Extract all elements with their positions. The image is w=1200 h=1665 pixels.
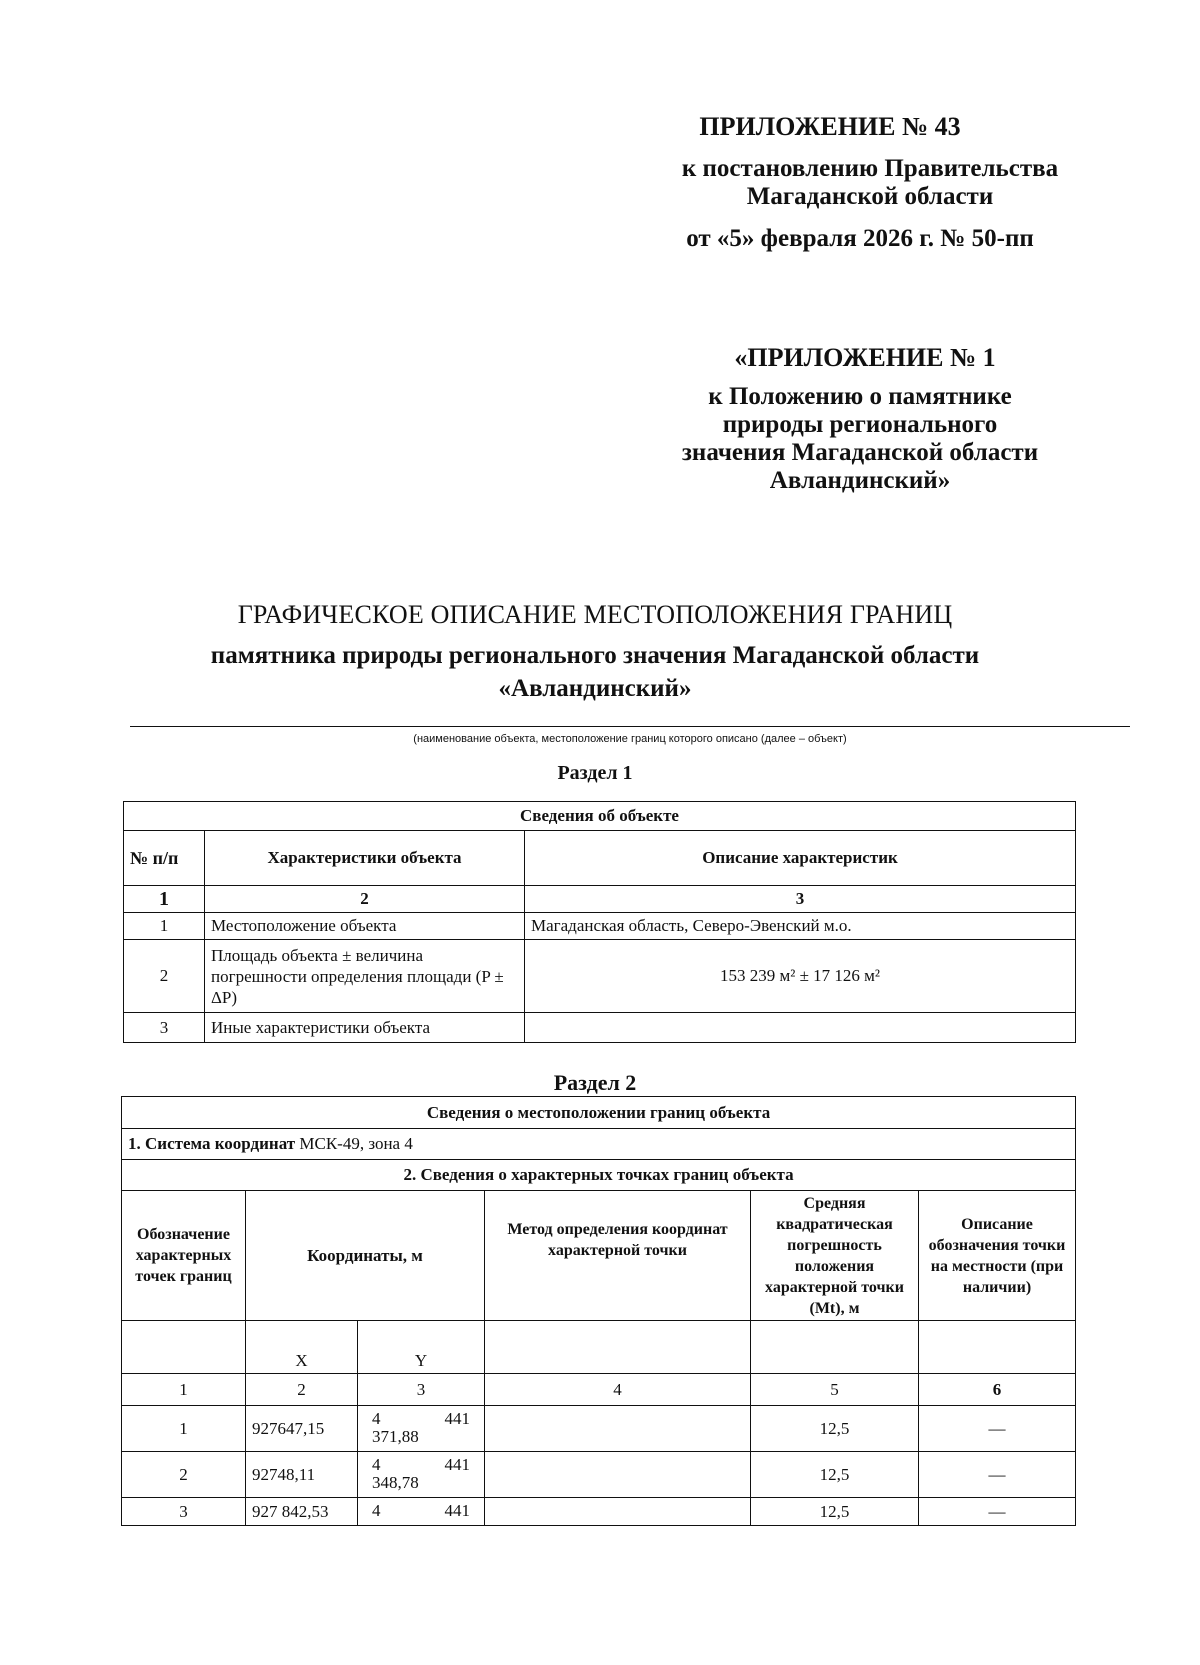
header-x: X [246,1321,358,1374]
point-y-part: 371,88 [372,1427,419,1446]
object-info-table [123,801,1076,1043]
point-y-part: 4 [372,1501,381,1520]
boundary-points-table [121,1096,1076,1526]
point-description: — [919,1452,1076,1498]
table-row [122,1406,1076,1452]
header-characteristics: Характеристики объекта [205,831,525,886]
point-error: 12,5 [751,1452,919,1498]
point-y-part: 441 [444,1501,470,1520]
empty-header-cell [751,1321,919,1374]
point-number: 3 [122,1498,246,1526]
document-title: ГРАФИЧЕСКОЕ ОПИСАНИЕ МЕСТОПОЛОЖЕНИЯ ГРАНИЦ [237,600,953,629]
point-description: — [919,1498,1076,1526]
appendix-title: ПРИЛОЖЕНИЕ № 43 [699,112,961,141]
point-description: — [919,1406,1076,1452]
document-subtitle-line1: памятника природы регионального значения Магаданской области [210,642,980,669]
column-number-cell: 1 [124,886,205,913]
object-info-table-title: Сведения об объекте [124,802,1076,831]
document-subtitle-line2: «Авландинский» [498,675,692,702]
coordinate-system-row [122,1129,1076,1160]
header-point-designation: Обозначение характерных точек границ [122,1191,246,1321]
sub-appendix-title: «ПРИЛОЖЕНИЕ № 1 [734,343,996,372]
column-number-cell: 3 [525,886,1076,913]
coordinate-system-value: МСК-49, зона 4 [295,1134,413,1153]
header-description: Описание характеристик [525,831,1076,886]
column-number-cell: 4 [485,1374,751,1406]
point-y-part: 348,78 [372,1473,419,1492]
appendix-ref-line1: к постановлению Правительства [681,155,1059,182]
point-method [485,1498,751,1526]
row-description: Магаданская область, Северо-Эвенский м.о. [525,913,1076,940]
point-y [358,1452,485,1498]
row-description [525,1013,1076,1043]
section2-title: Раздел 2 [553,1070,637,1095]
column-number-cell: 2 [246,1374,358,1406]
point-y [358,1406,485,1452]
coordinate-system-label: 1. Система координат [128,1134,296,1153]
row-number: 3 [124,1013,205,1043]
table-row [124,913,1076,940]
column-number-cell: 5 [751,1374,919,1406]
table-row [124,940,1076,1013]
section1-title: Раздел 1 [557,762,633,784]
row-description: 153 239 м² ± 17 126 м² [525,940,1076,1013]
sub-appendix-line4: Авландинский» [769,467,951,494]
appendix-ref-line2: Магаданской области [746,183,994,210]
object-name-underline [130,726,1130,727]
empty-header-cell [485,1321,751,1374]
header-y: Y [358,1321,485,1374]
empty-header-cell [919,1321,1076,1374]
row-characteristic: Площадь объекта ± величина погрешности определения площади (P ± ΔP) [205,940,525,1013]
sub-appendix-line2: природы регионального [722,411,998,438]
column-number-cell: 2 [205,886,525,913]
point-number: 1 [122,1406,246,1452]
column-number-cell: 6 [919,1374,1076,1406]
boundary-table-title: Сведения о местоположении границ объекта [122,1097,1076,1129]
row-number: 2 [124,940,205,1013]
table-row [122,1498,1076,1526]
header-number: № п/п [124,831,205,886]
column-number-cell: 3 [358,1374,485,1406]
point-number: 2 [122,1452,246,1498]
point-y [358,1498,485,1526]
point-y-part: 4 [372,1455,381,1474]
header-coordinates: Координаты, м [246,1191,485,1321]
row-number: 1 [124,913,205,940]
point-method [485,1406,751,1452]
appendix-date-line: от «5» февраля 2026 г. № 50-пп [686,225,1034,252]
point-y-part: 441 [444,1455,470,1474]
object-name-caption: (наименование объекта, местоположение границ которого описано (далее – объект) [413,733,847,745]
header-method: Метод определения координат характерной точки [485,1191,751,1321]
point-error: 12,5 [751,1406,919,1452]
sub-appendix-line1: к Положению о памятнике [708,383,1012,410]
point-x: 927647,15 [246,1406,358,1452]
point-y-part: 441 [444,1409,470,1428]
column-number-cell: 1 [122,1374,246,1406]
table-row [124,1013,1076,1043]
point-x: 927 842,53 [246,1498,358,1526]
points-section-title: 2. Сведения о характерных точках границ объекта [122,1160,1076,1191]
header-point-description: Описание обозначения точки на местности (при наличии) [919,1191,1076,1321]
point-error: 12,5 [751,1498,919,1526]
empty-header-cell [122,1321,246,1374]
point-x: 92748,11 [246,1452,358,1498]
row-characteristic: Иные характеристики объекта [205,1013,525,1043]
table-row [122,1452,1076,1498]
point-method [485,1452,751,1498]
header-error: Средняя квадратическая погрешность положения характерной точки (Mt), м [751,1191,919,1321]
row-characteristic: Местоположение объекта [205,913,525,940]
point-y-part: 4 [372,1409,381,1428]
sub-appendix-line3: значения Магаданской области [681,439,1039,466]
